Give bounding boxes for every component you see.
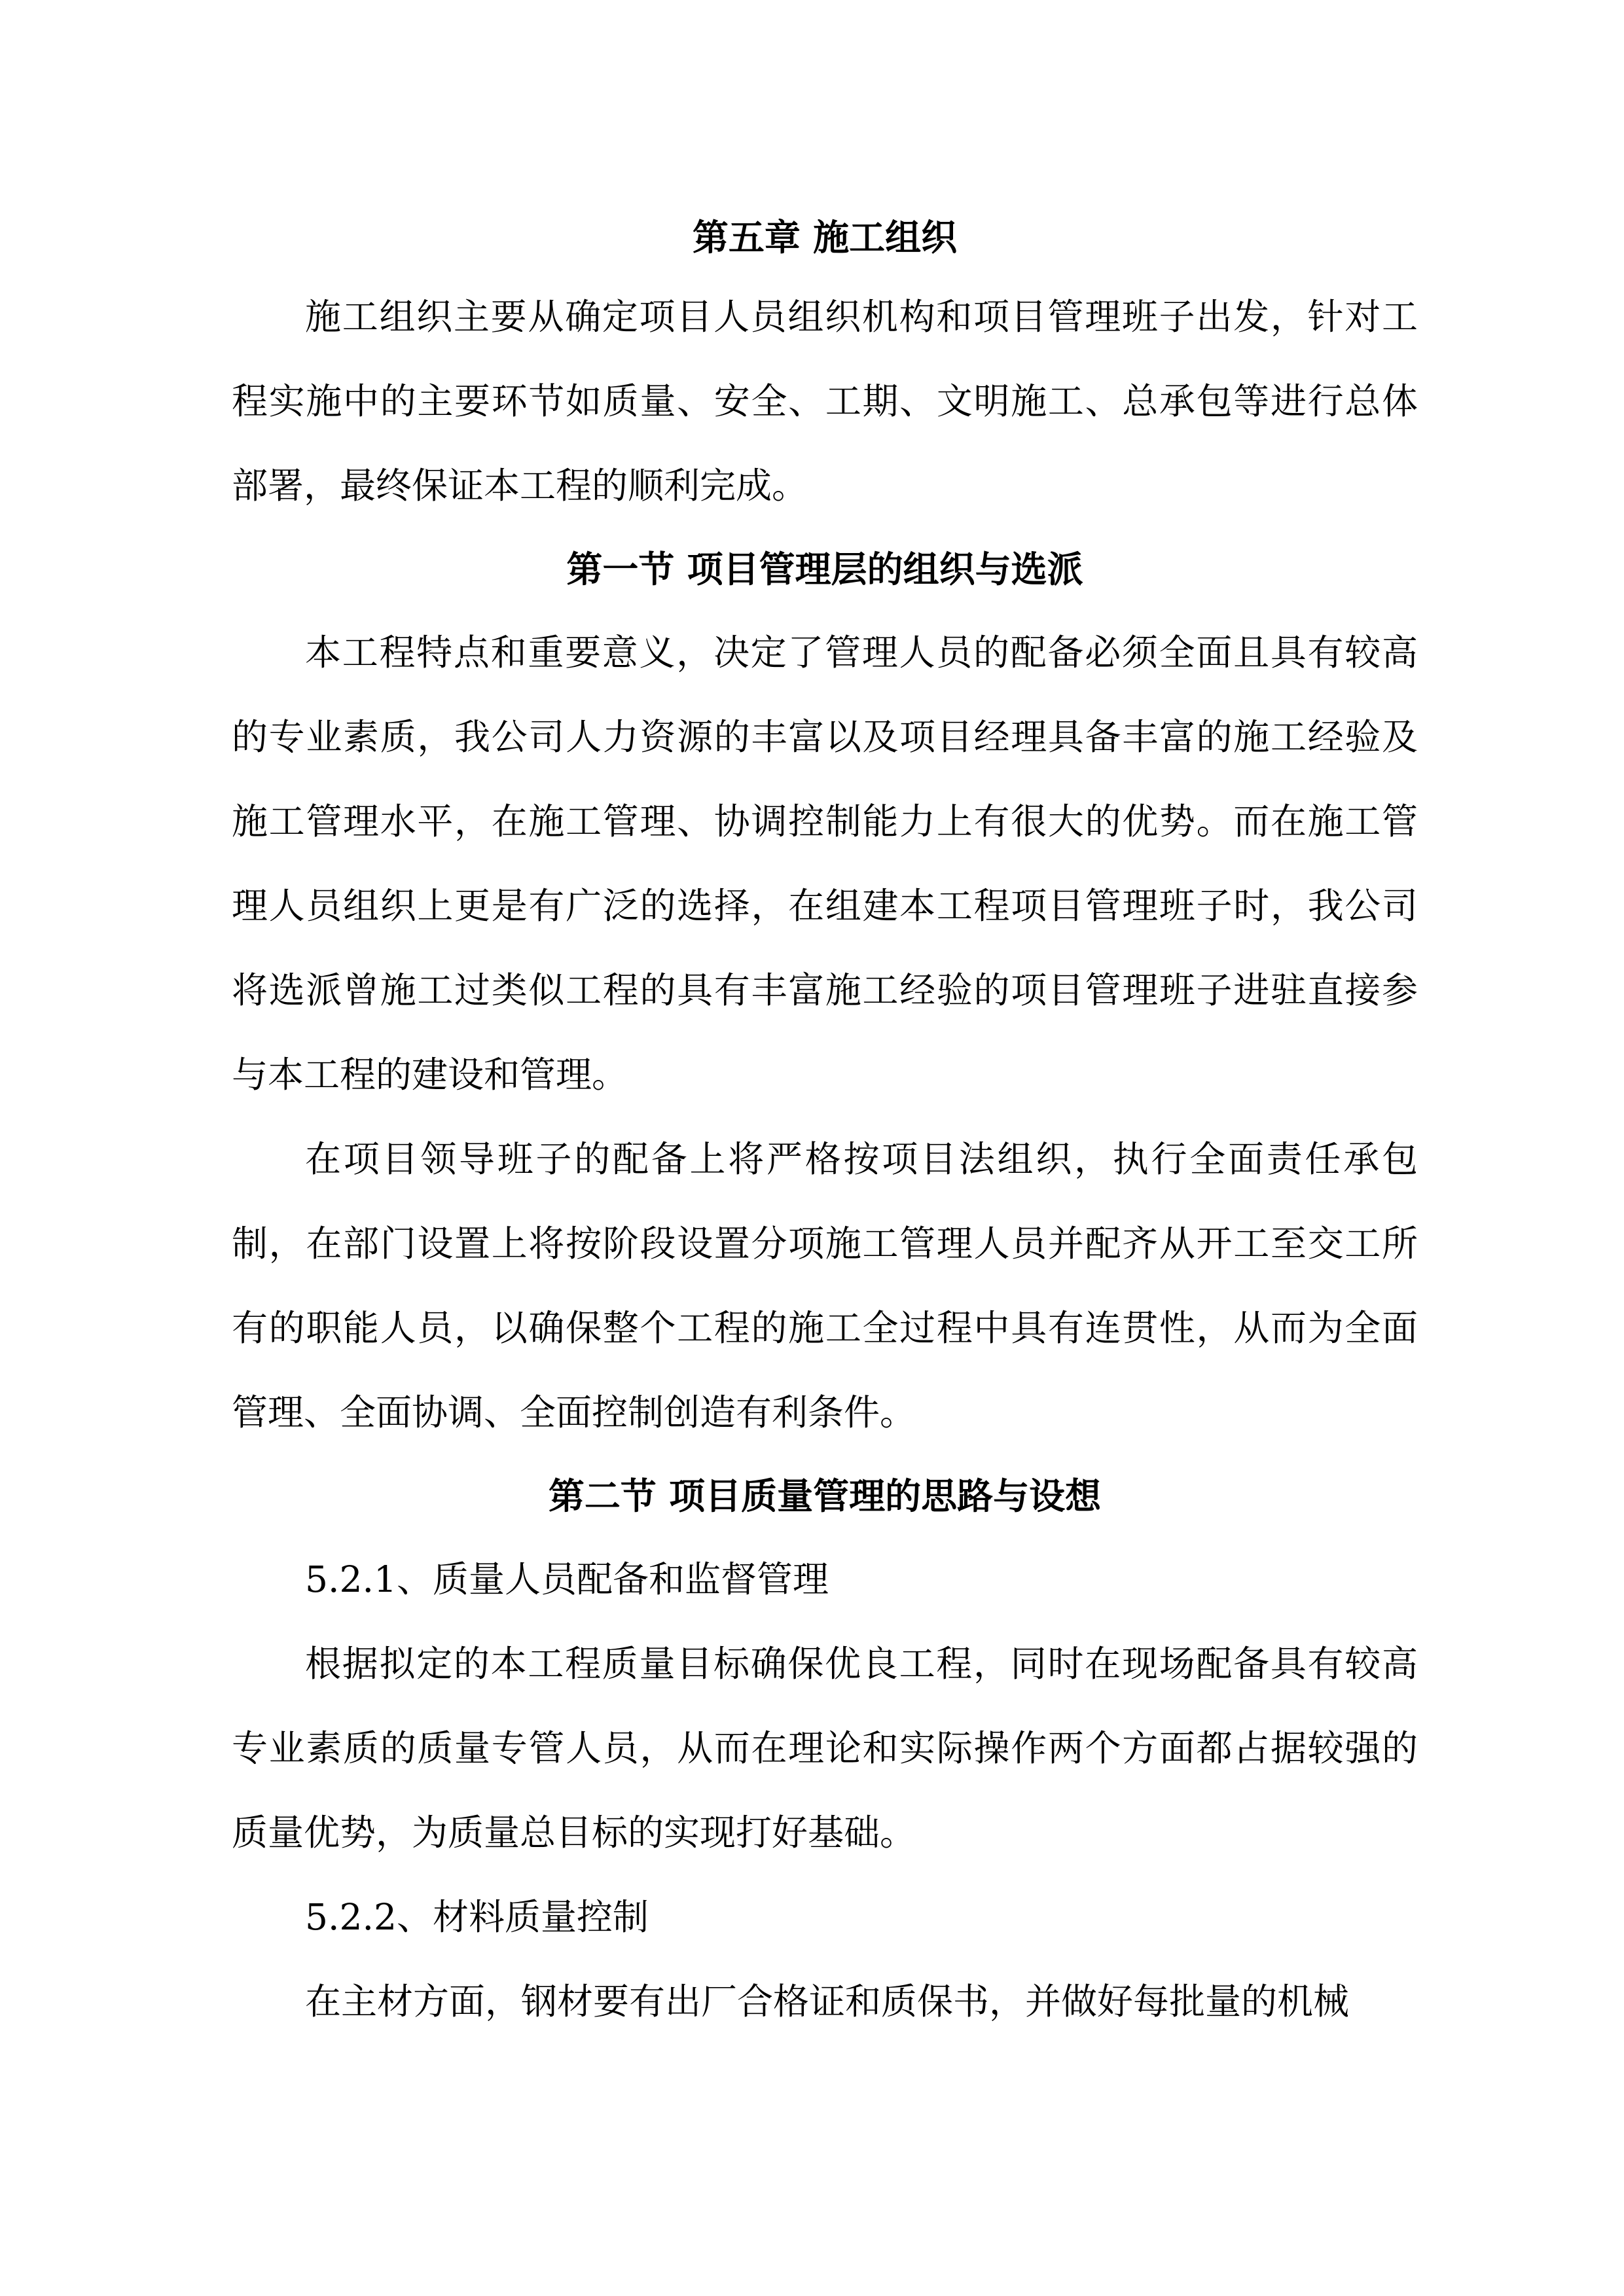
page-content <box>232 196 1418 2044</box>
intro-paragraph: 施工组织主要从确定项目人员组织机构和项目管理班子出发，针对工程实施中的主要环节如质量、安全、工期、文明施工、总承包等进行总体部署，最终保证本工程的顺利完成。 <box>232 296 1418 507</box>
section-2-title: 第二节 项目质量管理的思路与设想 <box>548 1475 1102 1517</box>
section-1-title: 第一节 项目管理层的组织与选派 <box>566 548 1083 590</box>
subsection-5-2-1-paragraph: 根据拟定的本工程质量目标确保优良工程，同时在现场配备具有较高专业素质的质量专管人员，从而在理论和实际操作两个方面都占据较强的质量优势，为质量总目标的实现打好基础。 <box>232 1643 1418 1854</box>
subsection-5-2-2-title: 5.2.2、材料质量控制 <box>305 1896 649 1938</box>
section-1-paragraph-1: 本工程特点和重要意义，决定了管理人员的配备必须全面且具有较高的专业素质，我公司人力资源的丰富以及项目经理具备丰富的施工经验及施工管理水平，在施工管理、协调控制能力上有很大的优势。而在施工管理人员组织上更是有广泛的选择，在组建本工程项目管理班子时，我公司将选派曾施工过类似工程的具有丰富施工经验的项目管理班子进驻直接参与本工程的建设和管理。 <box>232 632 1418 1096</box>
subsection-5-2-2-paragraph: 在主材方面，钢材要有出厂合格证和质保书，并做好每批量的机械 <box>305 1981 1350 2022</box>
subsection-5-2-1-title: 5.2.1、质量人员配备和监督管理 <box>305 1558 829 1600</box>
section-1-paragraph-2: 在项目领导班子的配备上将严格按项目法组织，执行全面责任承包制，在部门设置上将按阶段设置分项施工管理人员并配齐从开工至交工所有的职能人员，以确保整个工程的施工全过程中具有连贯性，从而为全面管理、全面协调、全面控制创造有利条件。 <box>232 1138 1418 1433</box>
chapter-title: 第五章 施工组织 <box>692 216 958 259</box>
